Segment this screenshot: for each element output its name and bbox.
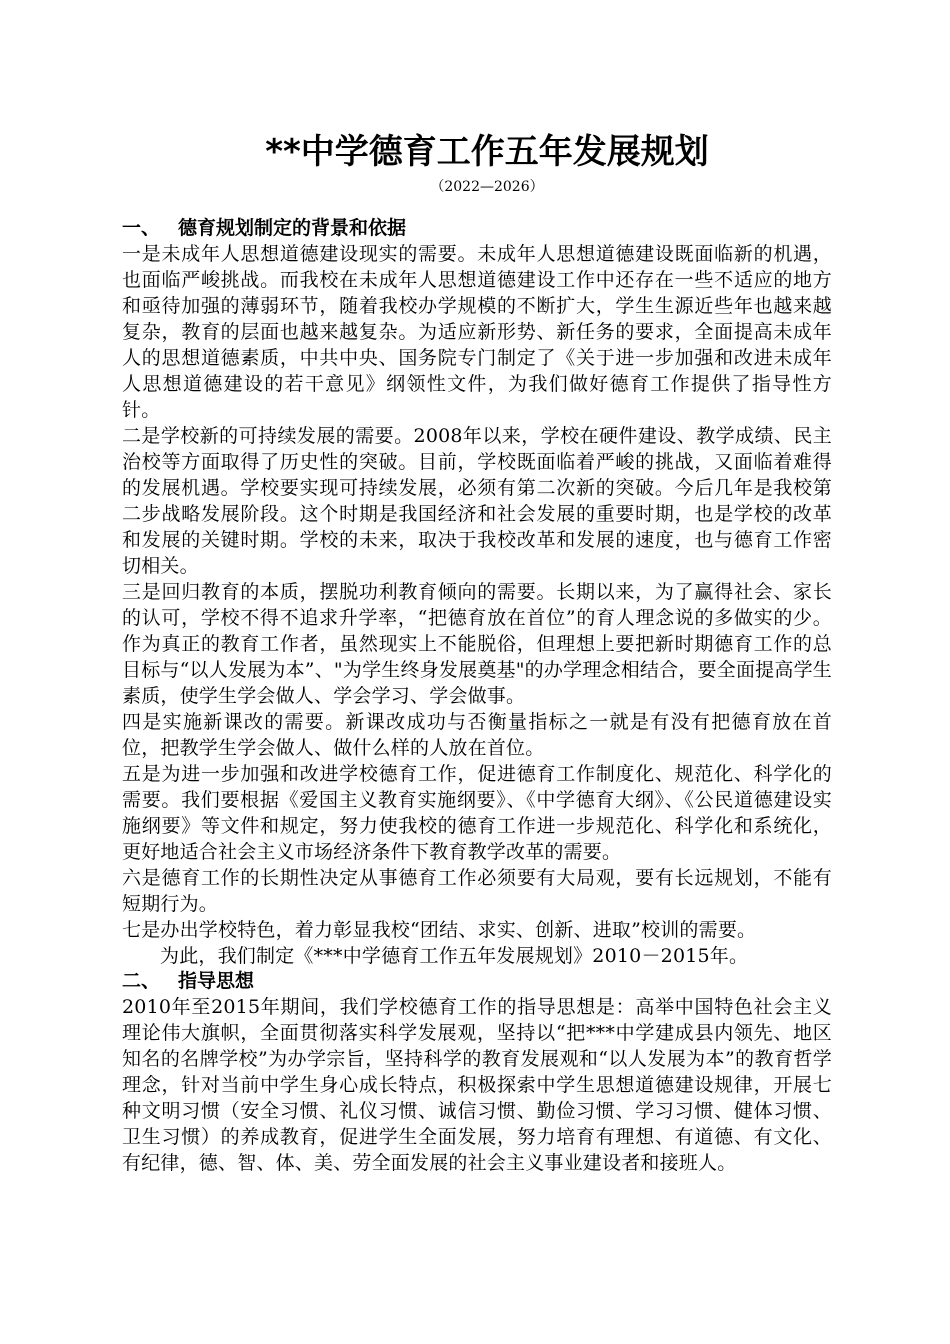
document-page bbox=[122, 128, 832, 1176]
section-1-paragraph-7: 七是办出学校特色，着力彰显我校“团结、求实、创新、进取”校训的需要。 bbox=[122, 919, 757, 941]
section-1-paragraph-3: 三是回归教育的本质，摆脱功利教育倾向的需要。长期以来，为了赢得社会、家长的认可，学校不得不追求升学率，“把德育放在首位”的育人理念说的多做实的少。作为真正的教育工作者，虽然现实上不能脱俗，但理想上要把新时期德育工作的总目标与“以人发展为本”、"为学生终身发展奠基"的办学理念相结合，要全面提高学生素质，使学生学会做人、学会学习、学会做事。 bbox=[122, 581, 832, 707]
document-subtitle: （2022—2026） bbox=[430, 179, 544, 195]
section-1-number: 一、 bbox=[122, 217, 161, 239]
section-1-title: 德育规划制定的背景和依据 bbox=[178, 217, 407, 239]
section-1-paragraph-5: 五是为进一步加强和改进学校德育工作，促进德育工作制度化、规范化、科学化的需要。我们要根据《爱国主义教育实施纲要》、《中学德育大纲》、《公民道德建设实施纲要》等文件和规定，努力使我校的德育工作进一步规范化、科学化和系统化，更好地适合社会主义市场经济条件下教育教学改革的需要。 bbox=[122, 763, 832, 863]
section-2-heading bbox=[122, 969, 832, 994]
section-2-title: 指导思想 bbox=[178, 970, 255, 992]
document-title: **中学德育工作五年发展规划 bbox=[265, 132, 709, 172]
section-2-number: 二、 bbox=[122, 970, 161, 992]
section-1-paragraph-4: 四是实施新课改的需要。新课改成功与否衡量指标之一就是有没有把德育放在首位，把教学生学会做人、做什么样的人放在首位。 bbox=[122, 711, 832, 759]
section-2-paragraph: 2010年至2015年期间，我们学校德育工作的指导思想是：高举中国特色社会主义理论伟大旗帜，全面贯彻落实科学发展观，坚持以“把***中学建成县内领先、地区知名的名牌学校”为办学宗旨，坚持科学的教育发展观和“以人发展为本”的教育哲学理念，针对当前中学生身心成长特点，积极探索中学生思想道德建设规律，开展七种文明习惯（安全习惯、礼仪习惯、诚信习惯、勤俭习惯、学习习惯、健体习惯、卫生习惯）的养成教育，促进学生全面发展，努力培育有理想、有道德、有文化、有纪律，德、智、体、美、劳全面发展的社会主义事业建设者和接班人。 bbox=[122, 996, 832, 1174]
section-1-paragraph-2: 二是学校新的可持续发展的需要。2008年以来，学校在硬件建设、教学成绩、民主治校等方面取得了历史性的突破。目前，学校既面临着严峻的挑战，又面临着难得的发展机遇。学校要实现可持续发展，必须有第二次新的突破。今后几年是我校第二步战略发展阶段。这个时期是我国经济和社会发展的重要时期，也是学校的改革和发展的关键时期。学校的未来，取决于我校改革和发展的速度，也与德育工作密切相关。 bbox=[122, 425, 832, 577]
section-1-closing: 为此，我们制定《***中学德育工作五年发展规划》2010－2015年。 bbox=[160, 945, 749, 967]
section-1-paragraph-6: 六是德育工作的长期性决定从事德育工作必须要有大局观，要有长远规划，不能有短期行为。 bbox=[122, 867, 832, 915]
section-1-heading bbox=[122, 216, 832, 241]
section-1-paragraph-1: 一是未成年人思想道德建设现实的需要。未成年人思想道德建设既面临新的机遇，也面临严峻挑战。而我校在未成年人思想道德建设工作中还存在一些不适应的地方和亟待加强的薄弱环节，随着我校办学规模的不断扩大，学生生源近些年也越来越复杂，教育的层面也越来越复杂。为适应新形势、新任务的要求，全面提高未成年人的思想道德素质，中共中央、国务院专门制定了《关于进一步加强和改进未成年人思想道德建设的若干意见》纲领性文件，为我们做好德育工作提供了指导性方针。 bbox=[122, 243, 832, 421]
